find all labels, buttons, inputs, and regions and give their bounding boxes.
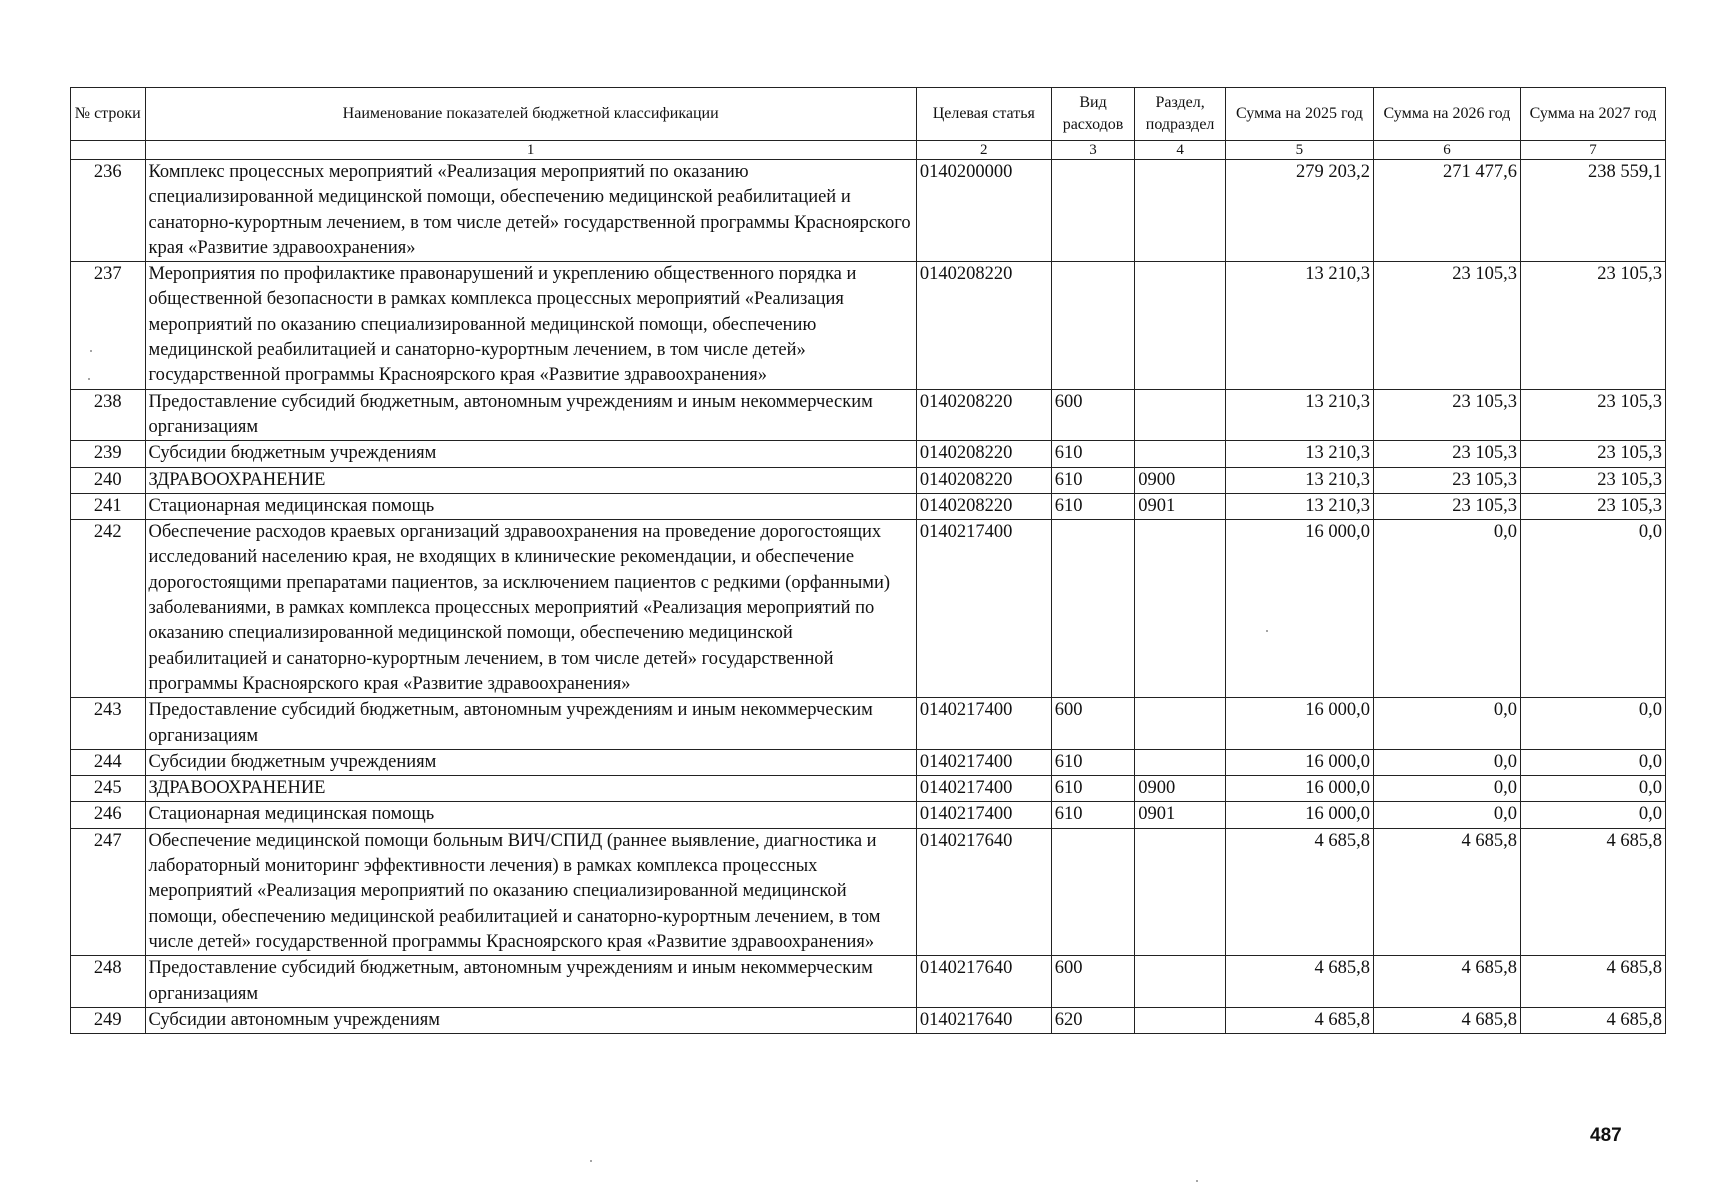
row-section: 0900 bbox=[1135, 776, 1226, 802]
row-sum-2027: 0,0 bbox=[1520, 520, 1665, 698]
row-section: 0901 bbox=[1135, 493, 1226, 519]
row-number: 246 bbox=[71, 802, 146, 828]
header-sum-2027: Сумма на 2027 год bbox=[1520, 88, 1665, 141]
column-number-blank bbox=[71, 141, 146, 160]
table-row bbox=[71, 262, 1666, 389]
row-sum-2025: 13 210,3 bbox=[1225, 389, 1373, 441]
row-target-code: 0140217640 bbox=[916, 828, 1051, 955]
row-expense-kind: 610 bbox=[1051, 441, 1135, 467]
row-section bbox=[1135, 1007, 1226, 1033]
row-sum-2025: 13 210,3 bbox=[1225, 467, 1373, 493]
row-sum-2026: 23 105,3 bbox=[1373, 441, 1520, 467]
header-section: Раздел, подраздел bbox=[1135, 88, 1226, 141]
row-name: Субсидии бюджетным учреждениям bbox=[145, 749, 916, 775]
row-number: 240 bbox=[71, 467, 146, 493]
row-sum-2025: 16 000,0 bbox=[1225, 520, 1373, 698]
row-sum-2027: 0,0 bbox=[1520, 749, 1665, 775]
table-row bbox=[71, 520, 1666, 698]
row-sum-2026: 0,0 bbox=[1373, 802, 1520, 828]
header-name: Наименование показателей бюджетной классификации bbox=[145, 88, 916, 141]
row-sum-2027: 4 685,8 bbox=[1520, 828, 1665, 955]
scan-speck bbox=[90, 350, 92, 352]
row-name: Субсидии бюджетным учреждениям bbox=[145, 441, 916, 467]
row-name: Субсидии автономным учреждениям bbox=[145, 1007, 916, 1033]
row-name: Обеспечение расходов краевых организаций здравоохранения на проведение дорогостоящих исследований населению края, не входящих в клинические рекомендации, и обеспечение дорогостоящими препаратами пациентов, за исключением пациентов с редкими (орфанными) заболеваниями, в рамках комплекса процессных мероприятий «Реализация мероприятий по оказанию специализированной медицинской помощи, обеспечению медицинской реабилитацией и санаторно-курортным лечением, в том числе детей» государственной программы Красноярского края «Развитие здравоохранения» bbox=[145, 520, 916, 698]
row-sum-2027: 23 105,3 bbox=[1520, 262, 1665, 389]
row-section bbox=[1135, 389, 1226, 441]
row-name: Обеспечение медицинской помощи больным ВИЧ/СПИД (раннее выявление, диагностика и лабораторный мониторинг эффективности лечения) в рамках комплекса процессных мероприятий «Реализация мероприятий по оказанию специализированной медицинской помощи, обеспечению медицинской реабилитацией и санаторно-курортным лечением, в том числе детей» государственной программы Красноярского края «Развитие здравоохранения» bbox=[145, 828, 916, 955]
row-sum-2025: 4 685,8 bbox=[1225, 828, 1373, 955]
row-expense-kind: 610 bbox=[1051, 802, 1135, 828]
row-sum-2025: 13 210,3 bbox=[1225, 493, 1373, 519]
row-name: Предоставление субсидий бюджетным, автономным учреждениям и иным некоммерческим организациям bbox=[145, 389, 916, 441]
row-sum-2026: 23 105,3 bbox=[1373, 493, 1520, 519]
row-section bbox=[1135, 441, 1226, 467]
row-number: 239 bbox=[71, 441, 146, 467]
table-row bbox=[71, 467, 1666, 493]
row-number: 249 bbox=[71, 1007, 146, 1033]
row-section: 0901 bbox=[1135, 802, 1226, 828]
row-name: Предоставление субсидий бюджетным, автономным учреждениям и иным некоммерческим организациям bbox=[145, 698, 916, 750]
row-name: ЗДРАВООХРАНЕНИЕ bbox=[145, 467, 916, 493]
row-name: Предоставление субсидий бюджетным, автономным учреждениям и иным некоммерческим организациям bbox=[145, 956, 916, 1008]
scan-speck bbox=[88, 378, 90, 380]
row-section bbox=[1135, 520, 1226, 698]
row-sum-2027: 0,0 bbox=[1520, 776, 1665, 802]
row-target-code: 0140217400 bbox=[916, 776, 1051, 802]
row-target-code: 0140217400 bbox=[916, 698, 1051, 750]
row-sum-2027: 23 105,3 bbox=[1520, 441, 1665, 467]
row-target-code: 0140217400 bbox=[916, 520, 1051, 698]
column-number: 3 bbox=[1051, 141, 1135, 160]
row-expense-kind: 600 bbox=[1051, 698, 1135, 750]
row-sum-2025: 13 210,3 bbox=[1225, 441, 1373, 467]
row-sum-2026: 0,0 bbox=[1373, 776, 1520, 802]
column-number: 6 bbox=[1373, 141, 1520, 160]
row-target-code: 0140208220 bbox=[916, 389, 1051, 441]
row-sum-2025: 16 000,0 bbox=[1225, 698, 1373, 750]
header-sum-2025: Сумма на 2025 год bbox=[1225, 88, 1373, 141]
table-body bbox=[71, 160, 1666, 1034]
row-name: Мероприятия по профилактике правонарушений и укреплению общественного порядка и общественной безопасности в рамках комплекса процессных мероприятий «Реализация мероприятий по оказанию специализированной медицинской помощи, обеспечению медицинской реабилитацией и санаторно-курортным лечением, в том числе детей» государственной программы Красноярского края «Развитие здравоохранения» bbox=[145, 262, 916, 389]
row-target-code: 0140217640 bbox=[916, 1007, 1051, 1033]
row-sum-2026: 271 477,6 bbox=[1373, 160, 1520, 262]
table-row bbox=[71, 776, 1666, 802]
row-number: 245 bbox=[71, 776, 146, 802]
row-number: 248 bbox=[71, 956, 146, 1008]
row-expense-kind: 610 bbox=[1051, 493, 1135, 519]
table-row bbox=[71, 493, 1666, 519]
row-target-code: 0140208220 bbox=[916, 441, 1051, 467]
row-name: Стационарная медицинская помощь bbox=[145, 802, 916, 828]
row-sum-2025: 13 210,3 bbox=[1225, 262, 1373, 389]
column-number: 5 bbox=[1225, 141, 1373, 160]
row-number: 241 bbox=[71, 493, 146, 519]
scan-speck bbox=[1266, 630, 1268, 632]
row-sum-2026: 4 685,8 bbox=[1373, 956, 1520, 1008]
row-target-code: 0140208220 bbox=[916, 262, 1051, 389]
row-sum-2027: 238 559,1 bbox=[1520, 160, 1665, 262]
row-number: 236 bbox=[71, 160, 146, 262]
row-sum-2026: 23 105,3 bbox=[1373, 262, 1520, 389]
row-section bbox=[1135, 160, 1226, 262]
header-row bbox=[71, 88, 1666, 141]
row-name: Стационарная медицинская помощь bbox=[145, 493, 916, 519]
table-row bbox=[71, 441, 1666, 467]
row-target-code: 0140217640 bbox=[916, 956, 1051, 1008]
row-expense-kind bbox=[1051, 160, 1135, 262]
row-section bbox=[1135, 956, 1226, 1008]
row-name: ЗДРАВООХРАНЕНИЕ bbox=[145, 776, 916, 802]
column-number: 4 bbox=[1135, 141, 1226, 160]
table-row bbox=[71, 1007, 1666, 1033]
row-sum-2025: 4 685,8 bbox=[1225, 956, 1373, 1008]
table-row bbox=[71, 956, 1666, 1008]
row-section bbox=[1135, 828, 1226, 955]
row-expense-kind: 620 bbox=[1051, 1007, 1135, 1033]
header-target: Целевая статья bbox=[916, 88, 1051, 141]
row-sum-2026: 0,0 bbox=[1373, 698, 1520, 750]
row-sum-2026: 4 685,8 bbox=[1373, 828, 1520, 955]
row-sum-2025: 16 000,0 bbox=[1225, 749, 1373, 775]
row-expense-kind: 610 bbox=[1051, 776, 1135, 802]
budget-table bbox=[70, 87, 1666, 1034]
row-sum-2027: 0,0 bbox=[1520, 698, 1665, 750]
column-number: 7 bbox=[1520, 141, 1665, 160]
row-sum-2025: 16 000,0 bbox=[1225, 776, 1373, 802]
row-sum-2027: 4 685,8 bbox=[1520, 956, 1665, 1008]
row-expense-kind: 610 bbox=[1051, 467, 1135, 493]
row-section bbox=[1135, 749, 1226, 775]
row-sum-2027: 0,0 bbox=[1520, 802, 1665, 828]
row-sum-2025: 16 000,0 bbox=[1225, 802, 1373, 828]
row-expense-kind: 600 bbox=[1051, 389, 1135, 441]
row-sum-2027: 23 105,3 bbox=[1520, 467, 1665, 493]
row-number: 247 bbox=[71, 828, 146, 955]
row-name: Комплекс процессных мероприятий «Реализация мероприятий по оказанию специализированной медицинской помощи, обеспечению медицинской реабилитацией и санаторно-курортным лечением, в том числе детей» государственной программы Красноярского края «Развитие здравоохранения» bbox=[145, 160, 916, 262]
row-expense-kind: 600 bbox=[1051, 956, 1135, 1008]
row-sum-2027: 4 685,8 bbox=[1520, 1007, 1665, 1033]
row-target-code: 0140200000 bbox=[916, 160, 1051, 262]
page-number: 487 bbox=[1590, 1125, 1622, 1146]
row-expense-kind bbox=[1051, 262, 1135, 389]
header-row-no: № строки bbox=[71, 88, 146, 141]
scan-speck bbox=[590, 1160, 592, 1162]
table-row bbox=[71, 389, 1666, 441]
row-sum-2025: 279 203,2 bbox=[1225, 160, 1373, 262]
row-sum-2026: 23 105,3 bbox=[1373, 389, 1520, 441]
row-sum-2026: 4 685,8 bbox=[1373, 1007, 1520, 1033]
table-row bbox=[71, 698, 1666, 750]
table-row bbox=[71, 749, 1666, 775]
row-target-code: 0140208220 bbox=[916, 467, 1051, 493]
row-section bbox=[1135, 698, 1226, 750]
column-number-row bbox=[71, 141, 1666, 160]
row-target-code: 0140217400 bbox=[916, 802, 1051, 828]
column-number: 2 bbox=[916, 141, 1051, 160]
row-sum-2026: 0,0 bbox=[1373, 520, 1520, 698]
row-sum-2026: 23 105,3 bbox=[1373, 467, 1520, 493]
row-sum-2027: 23 105,3 bbox=[1520, 389, 1665, 441]
header-sum-2026: Сумма на 2026 год bbox=[1373, 88, 1520, 141]
row-number: 243 bbox=[71, 698, 146, 750]
row-sum-2025: 4 685,8 bbox=[1225, 1007, 1373, 1033]
row-sum-2027: 23 105,3 bbox=[1520, 493, 1665, 519]
table-row bbox=[71, 802, 1666, 828]
row-number: 244 bbox=[71, 749, 146, 775]
row-expense-kind bbox=[1051, 828, 1135, 955]
row-target-code: 0140217400 bbox=[916, 749, 1051, 775]
row-section: 0900 bbox=[1135, 467, 1226, 493]
header-kind: Вид расходов bbox=[1051, 88, 1135, 141]
row-expense-kind: 610 bbox=[1051, 749, 1135, 775]
row-number: 242 bbox=[71, 520, 146, 698]
budget-page bbox=[70, 87, 1666, 1034]
row-section bbox=[1135, 262, 1226, 389]
row-sum-2026: 0,0 bbox=[1373, 749, 1520, 775]
column-number: 1 bbox=[145, 141, 916, 160]
table-row bbox=[71, 828, 1666, 955]
row-number: 238 bbox=[71, 389, 146, 441]
row-target-code: 0140208220 bbox=[916, 493, 1051, 519]
scan-speck bbox=[1196, 1180, 1198, 1182]
row-expense-kind bbox=[1051, 520, 1135, 698]
table-row bbox=[71, 160, 1666, 262]
row-number: 237 bbox=[71, 262, 146, 389]
